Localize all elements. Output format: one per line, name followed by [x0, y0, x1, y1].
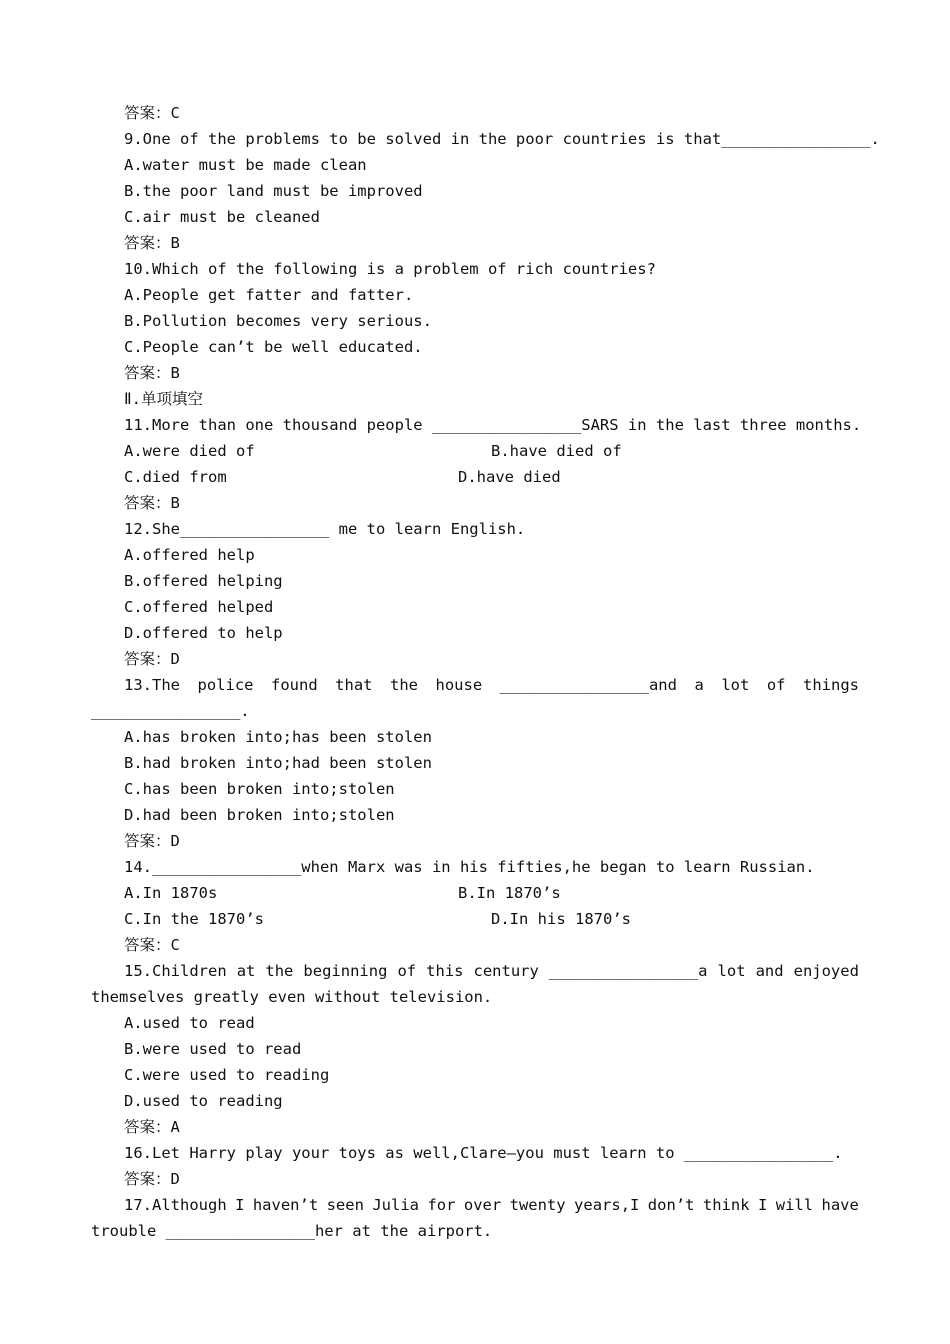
option-15a: A.used to read [124, 1014, 255, 1032]
question-17-continued: trouble ________________her at the airport. [91, 1222, 493, 1240]
word: century [473, 962, 539, 980]
option-14a: A.In 1870s [124, 884, 218, 902]
word: things [803, 676, 859, 694]
word: and [755, 962, 784, 980]
word: 15.Children [124, 962, 227, 980]
option-12c: C.offered helped [124, 598, 274, 616]
answer-14: 答案：C [124, 936, 180, 954]
option-9a: A.water must be made clean [124, 156, 367, 174]
question-10: 10.Which of the following is a problem of rich countries? [124, 260, 656, 278]
word: lot [721, 676, 750, 694]
option-11c: C.died from [124, 468, 227, 486]
answer-12: 答案：D [124, 650, 180, 668]
word: 13.The [124, 676, 180, 694]
option-9c: C.air must be cleaned [124, 208, 320, 226]
word: of [766, 676, 786, 694]
question-17-justified [124, 1192, 859, 1218]
word: at [236, 962, 256, 980]
option-12a: A.offered help [124, 546, 255, 564]
option-10b: B.Pollution becomes very serious. [124, 312, 432, 330]
word: the [390, 676, 418, 694]
answer-10: 答案：B [124, 364, 180, 382]
option-11b: B.have died of [491, 442, 622, 460]
question-12: 12.She________________ me to learn English. [124, 520, 526, 538]
word: Julia [372, 1196, 420, 1214]
section-heading: Ⅱ.单项填空 [124, 390, 203, 408]
word: of [397, 962, 417, 980]
question-9: 9.One of the problems to be solved in the poor countries is that________________. [124, 130, 880, 148]
word: this [426, 962, 464, 980]
word: have [821, 1196, 859, 1214]
option-15b: B.were used to read [124, 1040, 302, 1058]
word: twenty [509, 1196, 566, 1214]
word: that [335, 676, 373, 694]
word: the [265, 962, 294, 980]
question-13-continued: ________________. [91, 702, 250, 720]
options-11-row2 [0, 464, 950, 490]
word: for [427, 1196, 456, 1214]
option-12d: D.offered to help [124, 624, 283, 642]
question-16: 16.Let Harry play your toys as well,Clare—you must learn to ________________. [124, 1144, 843, 1162]
option-12b: B.offered helping [124, 572, 283, 590]
option-10c: C.People can’t be well educated. [124, 338, 423, 356]
word: house [435, 676, 483, 694]
word: years,I [574, 1196, 640, 1214]
option-15c: C.were used to reading [124, 1066, 330, 1084]
answer-11: 答案：B [124, 494, 180, 512]
option-14b: B.In 1870’s [458, 884, 561, 902]
option-11d: D.have died [458, 468, 561, 486]
option-10a: A.People get fatter and fatter. [124, 286, 414, 304]
word: a [694, 676, 704, 694]
word: enjoyed [793, 962, 859, 980]
word: haven’t [252, 1196, 319, 1214]
answer-13: 答案：D [124, 832, 180, 850]
option-14d: D.In his 1870’s [491, 910, 631, 928]
option-9b: B.the poor land must be improved [124, 182, 423, 200]
question-15-justified [124, 958, 859, 984]
word: beginning [303, 962, 388, 980]
word: will [775, 1196, 814, 1214]
answer-8: 答案：C [124, 104, 180, 122]
question-15-continued: themselves greatly even without television. [91, 988, 493, 1006]
word: found [271, 676, 318, 694]
answer-9: 答案：B [124, 234, 180, 252]
word: lot [717, 962, 746, 980]
question-14: 14.________________when Marx was in his fifties,he began to learn Russian. [124, 858, 815, 876]
question-13-justified [124, 672, 859, 698]
question-13 [0, 672, 950, 698]
word: police [197, 676, 254, 694]
document-page [0, 100, 950, 1244]
option-14c: C.In the 1870’s [124, 910, 264, 928]
word: over [463, 1196, 502, 1214]
word: seen [326, 1196, 364, 1214]
option-11a: A.were died of [124, 442, 255, 460]
word: 17.Although [124, 1196, 227, 1214]
option-13b: B.had broken into;had been stolen [124, 754, 432, 772]
options-11-row1 [0, 438, 950, 464]
options-14-row1 [0, 880, 950, 906]
option-13c: C.has been broken into;stolen [124, 780, 395, 798]
option-13d: D.had been broken into;stolen [124, 806, 395, 824]
options-14-row2 [0, 906, 950, 932]
answer-16: 答案：D [124, 1170, 180, 1188]
word: think [702, 1196, 750, 1214]
option-15d: D.used to reading [124, 1092, 283, 1110]
word: don’t [647, 1196, 695, 1214]
question-11: 11.More than one thousand people ________________SARS in the last three months. [124, 416, 862, 434]
word: ________________a [548, 962, 708, 980]
question-15 [0, 958, 950, 984]
question-17 [0, 1192, 950, 1218]
word: I [757, 1196, 768, 1214]
word: ________________and [499, 676, 677, 694]
option-13a: A.has broken into;has been stolen [124, 728, 432, 746]
word: I [235, 1196, 245, 1214]
answer-15: 答案：A [124, 1118, 180, 1136]
